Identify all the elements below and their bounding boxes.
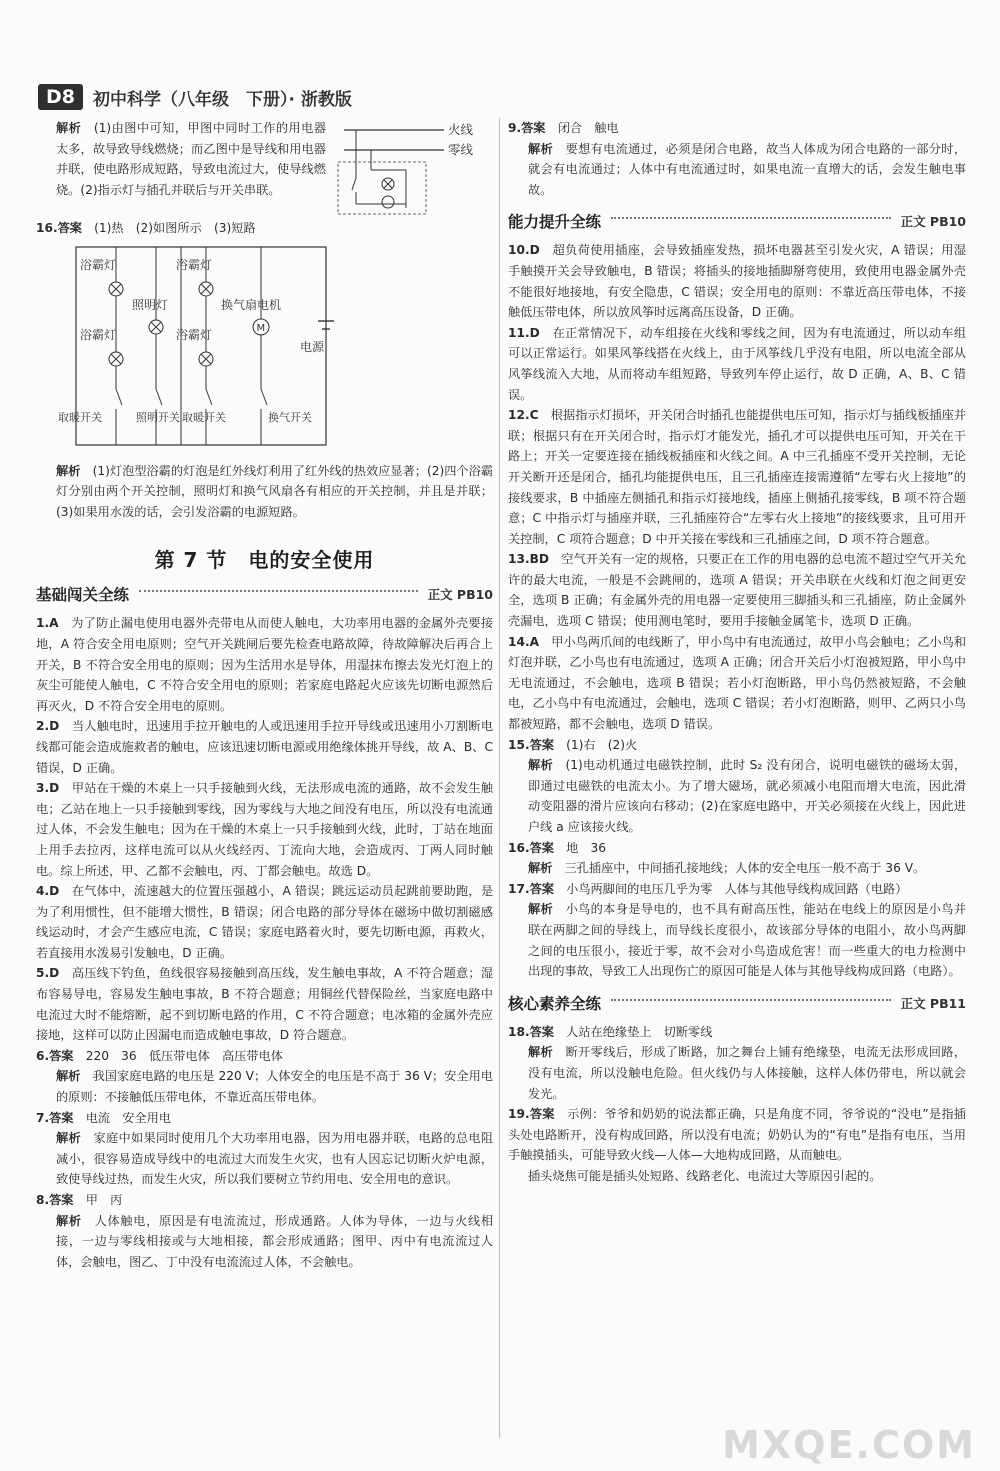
fig-socket bbox=[382, 196, 394, 208]
label-fan: 换气扇电机 bbox=[221, 297, 282, 312]
q18-answer: 18.答案 人站在绝缘垫上 切断零线 bbox=[508, 1024, 713, 1039]
label-sw-warm-1: 取暖开关 bbox=[58, 410, 102, 424]
left-item-number: 3.D bbox=[36, 781, 60, 796]
section-ability: 能力提升全练 正文 PB10 bbox=[508, 213, 966, 232]
q19-extra: 插头烧焦可能是插头处短路、线路老化、电流过大等原因引起的。 bbox=[528, 1168, 882, 1183]
q16r-explanation: 解析 三孔插座中，中间插孔接地线；人体的安全电压一般不高于 36 V。 bbox=[528, 861, 926, 876]
label-sw-fan: 换气开关 bbox=[268, 410, 312, 424]
right-item bbox=[508, 405, 966, 549]
q9-explanation: 解析 要想有电流通过，必须是闭合电路，故当人体成为闭合电路的一部分时，就会有电流通过；人体中有电流通过时，如果电流一直增大的话，会发生触电事故。 bbox=[528, 141, 967, 197]
left-item bbox=[36, 716, 493, 778]
right-item bbox=[508, 632, 966, 735]
right-item-text: 在正常情况下，动车组接在火线和零线之间，因为有电流通过，所以动车组可以正常运行。如果风筝线搭在火线上，由于风筝线几乎没有电阻，所以电流全部从风筝线流入大地，从而将动车组短路，导致列车停止运行，故 D 正确，A、B、C 错误。 bbox=[508, 325, 967, 402]
q15r-answer: 15.答案 (1)右 (2)火 bbox=[508, 737, 638, 752]
svg-text:M: M bbox=[256, 322, 266, 334]
label-sw-light: 照明开关 bbox=[136, 410, 180, 424]
q15-circuit-figure bbox=[326, 118, 486, 218]
label-yuba-1: 浴霸灯 bbox=[80, 257, 117, 272]
q18-explanation: 解析 断开零线后，形成了断路，加之舞台上铺有绝缘垫，电流无法形成回路，没有电流，所以没触电危险。但火线仍与人体接触，这样人体仍带电，所以就会发光。 bbox=[528, 1045, 967, 1101]
q16-explanation: 解析 (1)灯泡型浴霸的灯泡是红外线灯利用了红外线的热效应显著；(2)四个浴霸灯分别由两个开关控制，照明灯和换气风扇各有相应的开关控制，并且是并联；(3)如果用水泼的话，会引发浴霸的电源短路。 bbox=[56, 463, 494, 519]
q19-answer: 19.答案 示例：爷爷和奶奶的说法都正确，只是角度不同，爷爷说的“没电”是指插头处电路断开，没有构成回路，所以没有电流；奶奶认为的“有电”是指有电压，当用手触摸插头，可能导致火线—人体—大地构成回路，从而触电。 bbox=[508, 1107, 966, 1163]
left-item bbox=[36, 881, 493, 963]
q16-answer: 16.答案 (1)热 (2)如图所示 (3)短路 bbox=[36, 221, 256, 235]
right-items-list bbox=[508, 240, 966, 734]
left-item-number: 2.D bbox=[36, 719, 60, 734]
left-item-text: 高压线下钓鱼，鱼线很容易接触到高压线，发生触电事故，A 不符合题意；湿布容易导电，容易发生触电事故，B 不符合题意；用铜丝代替保险丝，当家庭电路中电流过大时不能熔断，起不到切断电路的作用，C 不符合题意；电冰箱的金属外壳应接地，这样可以防止因漏电而造成触电事故，D 符合题意。 bbox=[36, 966, 494, 1043]
label-yuba-4: 浴霸灯 bbox=[176, 327, 213, 342]
left-item bbox=[36, 963, 493, 1045]
fig-neutral-label: 零线 bbox=[448, 142, 474, 157]
watermark: MXQE.COM bbox=[722, 1423, 976, 1467]
section-basic: 基础闯关全练 正文 PB10 bbox=[36, 586, 493, 605]
q15-explanation: 解析 (1)由图中可知，甲图中同时工作的用电器太多，故导致导线燃烧；而乙图中是导线和用电器并联，使电路形成短路，导致电流过大，使导线燃烧。(2)指示灯与插孔并联后与开关串联。 bbox=[56, 121, 327, 197]
right-item-number: 13.BD bbox=[508, 552, 549, 567]
left-item-text: 当人触电时，迅速用手拉开触电的人或迅速用手拉开导线或迅速用小刀割断电线都可能会造成施救者的触电，应该迅速切断电源或用绝缘体挑开导线，故 A、B、C 错误，D 正确。 bbox=[36, 719, 494, 775]
page-header bbox=[38, 82, 352, 112]
left-item bbox=[36, 613, 493, 716]
left-column bbox=[36, 118, 493, 1272]
fig-switch bbox=[352, 178, 356, 190]
right-item bbox=[508, 323, 966, 405]
right-item bbox=[508, 549, 966, 631]
label-yuba-3: 浴霸灯 bbox=[176, 257, 213, 272]
label-lighting: 照明灯 bbox=[132, 297, 169, 312]
q8-answer: 8.答案 甲 丙 bbox=[36, 1193, 123, 1207]
q15r-explanation: 解析 (1)电动机通过电磁铁控制，此时 S₂ 没有闭合，说明电磁铁的磁场太弱，即通过电磁铁的电流太小。为了增大磁场，就必须减小电阻而增大电流，因此滑动变阻器的滑片应该向右移动；(2)在家庭电路中，开关必须接在火线上，因此进户线 a 应该接火线。 bbox=[528, 758, 967, 834]
q17-answer: 17.答案 小鸟两脚间的电压几乎为零 人体与其他导线构成回路（电路） bbox=[508, 881, 908, 896]
q7-explanation: 解析 家庭中如果同时使用几个大功率用电器，因为用电器并联，电路的总电阻减小，很容易造成导线中的电流过大而发生火灾，也有人因忘记切断火炉电源，致使导线过热，而发生火灾，所以我们要树立节约用电、安全用电的意识。 bbox=[56, 1131, 494, 1187]
left-item-number: 1.A bbox=[36, 616, 59, 631]
label-power: 电源 bbox=[300, 339, 325, 354]
page-badge: D8 bbox=[38, 84, 83, 110]
label-yuba-2: 浴霸灯 bbox=[80, 327, 117, 342]
right-item-number: 12.C bbox=[508, 408, 539, 423]
right-item-number: 14.A bbox=[508, 634, 540, 649]
q16-circuit-figure bbox=[56, 239, 386, 457]
left-item bbox=[36, 778, 493, 881]
right-item-number: 11.D bbox=[508, 325, 540, 340]
label-sw-warm-2: 取暖开关 bbox=[182, 410, 226, 424]
q7-answer: 7.答案 电流 安全用电 bbox=[36, 1110, 171, 1125]
left-item-text: 在气体中，流速越大的位置压强越小，A 错误；跳远运动员起跳前要助跑，是为了利用惯性，但不能增大惯性，B 错误；闭合电路的部分导体在磁场中做切割磁感线运动时，才会产生感应电流，C 错误；家庭电路着火时，要先切断电源，再救火，若直接用水泼易引发触电，D 正确。 bbox=[36, 884, 494, 960]
right-item-text: 根据指示灯损坏，开关闭合时插孔也能提供电压可知，指示灯与插线板插座并联；根据只有在开关闭合时，指示灯才能发光，插孔才可以提供电压可知，开关在干路上；开关一定要连接在插线板插座和火线之间。A 中三孔插座不受开关控制，无论开关断开还是闭合，插孔均能提供电压，且三孔插座连接需遵循“左零右火上接地”的接线要求，B 中插座左侧插孔和指示灯接地线，插座上侧插孔接零线，B 项不符合题意；C 中指示灯与插座并联，三孔插座符合“左零右火上接地”的接线要求，且可用开关控制，C 项符合题意；D 中开关接在零线和三孔插座之间，D 项不符合题意。 bbox=[508, 408, 967, 546]
left-item-text: 甲站在干燥的木桌上一只手接触到火线，无法形成电流的通路，故不会发生触电；乙站在地上一只手接触到零线，因为零线与大地之间没有电压，所以没有电流通过人体，不会发生触电；因为在干燥的木桌上一只手接触到火线，此时，丁站在地面上用手去拉丙，这样电流可以从火线经丙、丁流向大地，会造成丙、丁两人同时触电。综上所述，甲、乙都不会触电，丙、丁都会触电。故选 D。 bbox=[36, 781, 494, 878]
left-item-number: 5.D bbox=[36, 966, 60, 981]
right-item-text: 超负荷使用插座，会导致插座发热，损坏电器甚至引发火灾，A 错误；用湿手触摸开关会导致触电，B 错误；将插头的接地插脚掰弯使用，致使用电器金属外壳不能很好地接地，有安全隐患，C 错误；安全用电的原则：不靠近高压带电体，不接触低压带电体，所以放风筝时远离高压设备，D 正确。 bbox=[508, 243, 966, 320]
left-item-text: 为了防止漏电使用电器外壳带电从而使人触电，大功率用电器的金属外壳要接地，A 符合安全用电原则；空气开关跳闸后要先检查电路故障，待故障解决后再合上开关，B 不符合安全用电的原则；因为生活用水是导体，用湿抹布擦去发光灯泡上的灰尘可能使人触电，C 不符合安全用电的原则；若家庭电路起火应该先切断电源然后再灭火，D 不符合安全用电的原则。 bbox=[36, 616, 494, 713]
book-title: 初中科学（八年级 下册）· 浙教版 bbox=[93, 89, 352, 110]
q6-explanation: 解析 我国家庭电路的电压是 220 V；人体安全的电压是不高于 36 V；安全用电的原则：不接触低压带电体，不靠近高压带电体。 bbox=[56, 1069, 493, 1105]
q6-answer: 6.答案 220 36 低压带电体 高压带电体 bbox=[36, 1048, 283, 1063]
right-item-number: 10.D bbox=[508, 243, 540, 258]
right-item-text: 甲小鸟两爪间的电线断了，甲小鸟中有电流通过，故甲小鸟会触电；乙小鸟和灯泡并联，乙小鸟也有电流通过，选项 A 正确；闭合开关后小灯泡被短路，甲小鸟中无电流通过，不会触电，选项 B 错误；若小灯泡断路，甲小鸟仍然被短路，不会触电，乙小鸟中有电流通过，会触电，选项 C 错误；若小灯泡断路，则甲、乙两只小鸟都被短路，都不会触电，选项 D 错误。 bbox=[508, 634, 967, 732]
q9-answer: 9.答案 闭合 触电 bbox=[508, 121, 619, 135]
chapter-title: 第 7 节 电的安全使用 bbox=[154, 548, 375, 573]
fig-live-label: 火线 bbox=[448, 122, 474, 137]
left-item-number: 4.D bbox=[36, 884, 60, 899]
q17-explanation: 解析 小鸟的本身是导电的，也不具有耐高压性，能站在电线上的原因是小鸟并联在两脚之间的导线上，而导线长度很小，故该部分导体的电阻小，故小鸟两脚之间的电压很小，接近于零，故不会对小鸟造成危害！而一些重大的电力检测中出现的事故，导致工人出现伤亡的原因可能是人体与其他导线构成回路（电路）。 bbox=[528, 902, 967, 979]
section-core: 核心素养全练 正文 PB11 bbox=[508, 994, 966, 1013]
q8-explanation: 解析 人体触电，原因是有电流流过，形成通路。人体为导体，一边与火线相接，一边与零线相接或与大地相接，都会形成通路；图甲、丙中有电流流过人体，会触电，图乙、丁中没有电流流过人体，不会触电。 bbox=[56, 1213, 494, 1269]
left-items-list bbox=[36, 613, 493, 1045]
q15-block bbox=[36, 118, 493, 218]
q16r-answer: 16.答案 地 36 bbox=[508, 840, 607, 855]
column-divider bbox=[499, 118, 500, 1438]
right-column bbox=[508, 118, 966, 1187]
right-item bbox=[508, 240, 966, 322]
right-item-text: 空气开关有一定的规格，只要正在工作的用电器的总电流不超过空气开关允许的最大电流，一般是不会跳闸的，选项 A 错误；开关串联在火线和灯泡之间更安全，选项 B 正确；有金属外壳的用电器一定要使用三脚插头和三孔插座，防止金属外壳漏电，选项 C 错误；使用测电笔时，要用手接触金属笔卡，选项 D 正确。 bbox=[508, 552, 967, 629]
